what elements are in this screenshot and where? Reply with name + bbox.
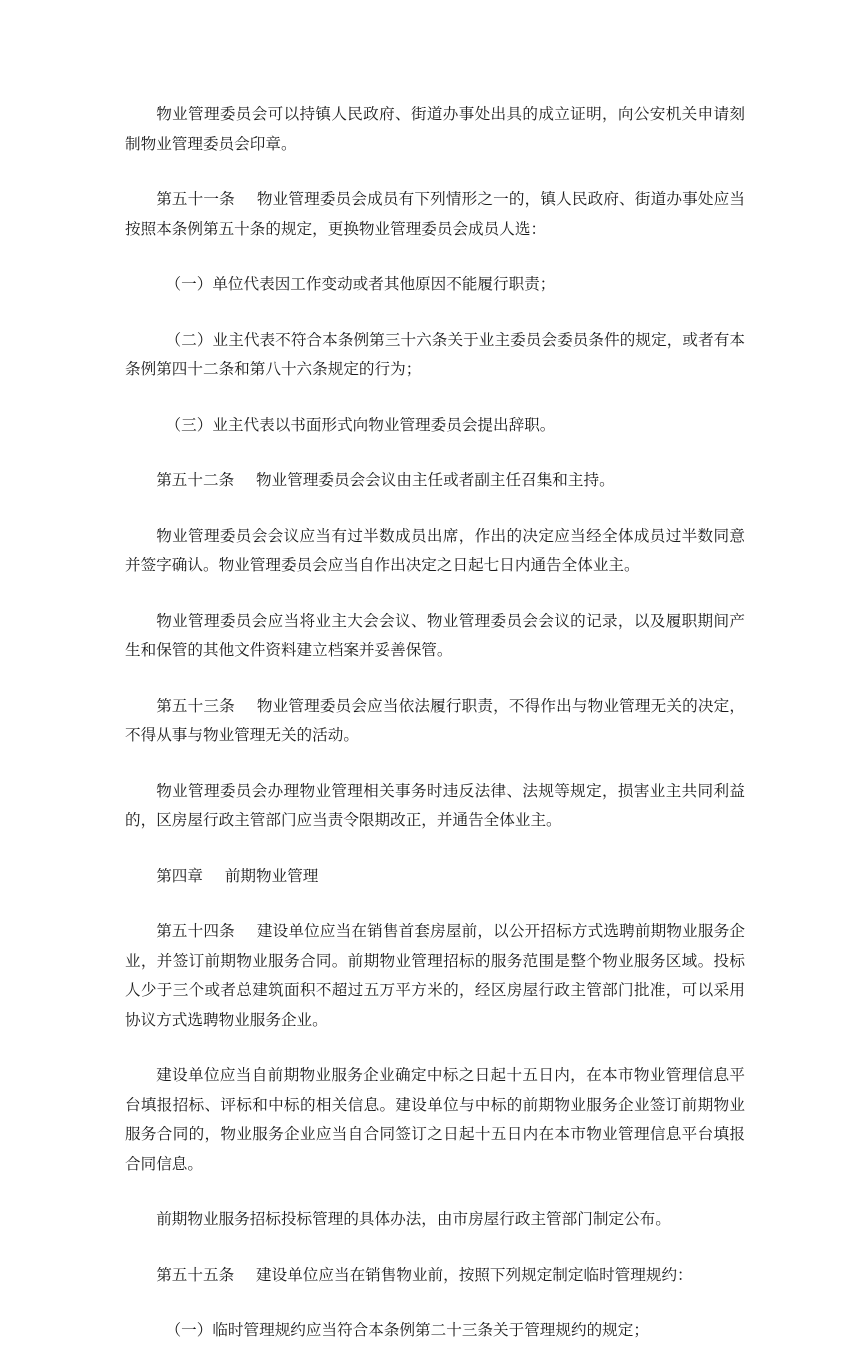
chapter-title: 前期物业管理	[224, 866, 319, 885]
list-item	[125, 270, 745, 300]
paragraph-text: （一）单位代表因工作变动或者其他原因不能履行职责；	[165, 275, 556, 293]
article-number: 第五十三条	[156, 696, 235, 715]
paragraph-text: （三）业主代表以书面形式向物业管理委员会提出辞职。	[165, 415, 556, 434]
article-number: 第五十一条	[156, 190, 235, 208]
list-item	[125, 411, 745, 441]
paragraph	[125, 522, 745, 581]
document-body	[125, 100, 745, 1372]
article-number: 第五十四条	[156, 922, 235, 940]
paragraph-text: 物业管理委员会应当依法履行职责，不得作出与物业管理无关的决定，不得从事与物业管理无关的活动。	[125, 696, 745, 744]
paragraph	[125, 100, 745, 159]
article-paragraph	[125, 185, 745, 244]
paragraph-text: 物业管理委员会会议由主任或者副主任召集和主持。	[256, 471, 615, 489]
article-number: 第五十五条	[156, 1265, 235, 1284]
paragraph	[125, 1061, 745, 1179]
paragraph-text: 建设单位应当在销售物业前，按照下列规定制定临时管理规约：	[256, 1265, 693, 1284]
paragraph-text: 物业管理委员会会议应当有过半数成员出席，作出的决定应当经全体成员过半数同意并签字确认。物业管理委员会应当自作出决定之日起七日内通告全体业主。	[125, 526, 745, 574]
paragraph-text: （一）临时管理规约应当符合本条例第二十三条关于管理规约的规定；	[165, 1321, 649, 1339]
paragraph	[125, 607, 745, 666]
paragraph-text: 物业管理委员会应当将业主大会会议、物业管理委员会会议的记录，以及履职期间产生和保管的其他文件资料建立档案并妥善保管。	[125, 611, 745, 659]
paragraph-text: （二）业主代表不符合本条例第三十六条关于业主委员会委员条件的规定，或者有本条例第四十二条和第八十六条规定的行为；	[125, 330, 745, 378]
chapter-heading	[125, 862, 745, 892]
paragraph-text: 建设单位应当在销售首套房屋前，以公开招标方式选聘前期物业服务企业，并签订前期物业服务合同。前期物业管理招标的服务范围是整个物业服务区域。投标人少于三个或者总建筑面积不超过五万平方米的，经区房屋行政主管部门批准，可以采用协议方式选聘物业服务企业。	[125, 922, 745, 1029]
paragraph-text: 建设单位应当自前期物业服务企业确定中标之日起十五日内，在本市物业管理信息平台填报招标、评标和中标的相关信息。建设单位与中标的前期物业服务企业签订前期物业服务合同的，物业服务企业应当自合同签订之日起十五日内在本市物业管理信息平台填报合同信息。	[125, 1066, 745, 1173]
article-paragraph	[125, 466, 745, 496]
article-paragraph	[125, 1261, 745, 1291]
paragraph-text: 前期物业服务招标投标管理的具体办法，由市房屋行政主管部门制定公布。	[156, 1210, 671, 1228]
paragraph	[125, 777, 745, 836]
paragraph-text: 物业管理委员会办理物业管理相关事务时违反法律、法规等规定，损害业主共同利益的，区房屋行政主管部门应当责令限期改正，并通告全体业主。	[125, 781, 745, 829]
list-item	[125, 1316, 745, 1346]
paragraph-text: 物业管理委员会成员有下列情形之一的，镇人民政府、街道办事处应当按照本条例第五十条的规定，更换物业管理委员会成员人选：	[125, 190, 745, 238]
list-item	[125, 326, 745, 385]
article-number: 第五十二条	[156, 471, 235, 489]
article-paragraph	[125, 917, 745, 1035]
article-paragraph	[125, 692, 745, 751]
paragraph	[125, 1205, 745, 1235]
chapter-number: 第四章	[156, 866, 203, 885]
paragraph-text: 物业管理委员会可以持镇人民政府、街道办事处出具的成立证明，向公安机关申请刻制物业管理委员会印章。	[125, 105, 745, 153]
